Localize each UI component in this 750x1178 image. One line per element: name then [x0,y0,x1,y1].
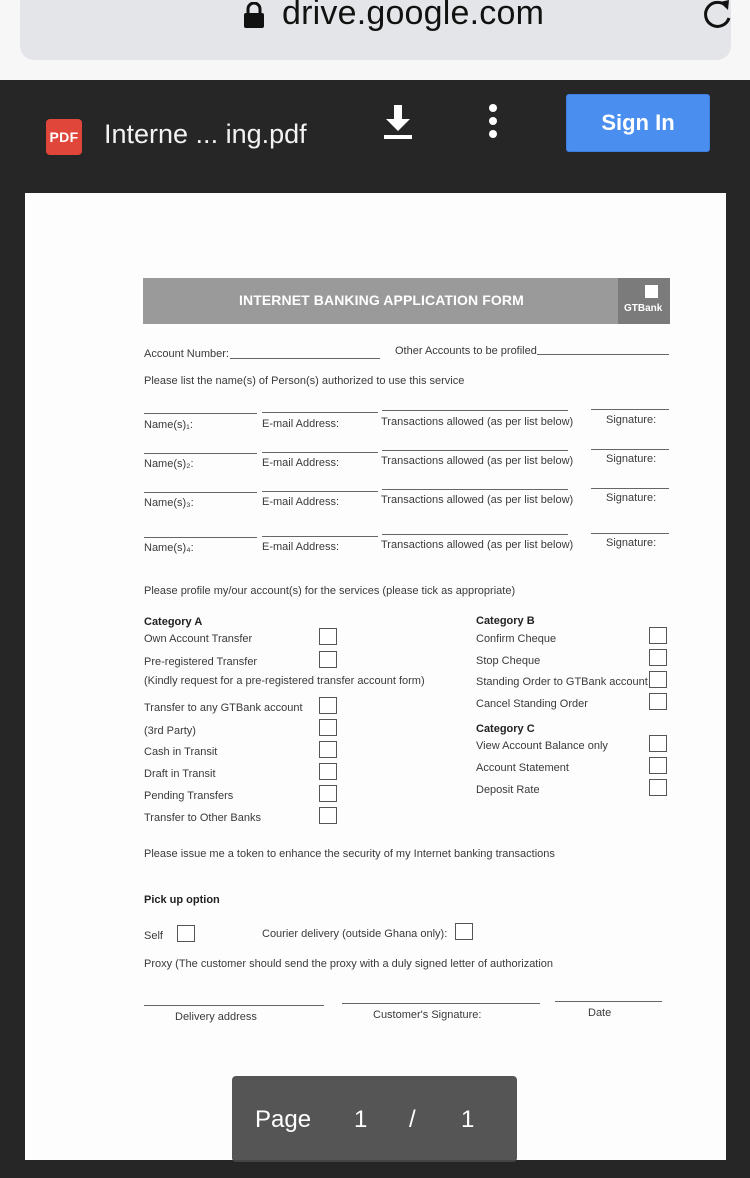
more-options-icon[interactable] [485,102,501,142]
service-label: Account Statement [476,762,569,774]
service-label: Transfer to Other Banks [144,812,261,824]
service-label: Confirm Cheque [476,633,557,645]
checkbox[interactable] [319,719,337,736]
service-label: Pending Transfers [144,790,234,802]
pickup-self-label: Self [144,930,163,942]
service-label: View Account Balance only [476,740,608,752]
other-accounts-line [537,354,669,355]
service-label: Draft in Transit [144,768,216,780]
name-line [144,413,257,414]
service-label: Stop Cheque [476,655,541,667]
checkbox[interactable] [319,741,337,758]
pickup-courier-label: Courier delivery (outside Ghana only): [262,928,448,940]
logo-square-icon [645,285,658,298]
customer-signature-label: Customer's Signature: [373,1009,482,1021]
other-accounts-label: Other Accounts to be profiled [395,345,537,357]
checkbox[interactable] [319,651,337,668]
date-label: Date [588,1007,612,1019]
account-number-line [230,358,380,359]
service-label: Deposit Rate [476,784,540,796]
form-title: INTERNET BANKING APPLICATION FORM [239,292,524,308]
signature-line [591,409,669,410]
date-line [555,1001,662,1002]
proxy-note: Proxy (The customer should send the proxy with a duly signed letter of authorization [144,958,554,970]
person-email-label: E-mail Address: [262,496,340,508]
pdf-file-icon: PDF [46,119,82,155]
checkbox[interactable] [649,671,667,688]
person-transactions-label: Transactions allowed (as per list below) [381,539,574,551]
current-page: 1 [354,1106,368,1133]
email-line [262,536,378,537]
page-indicator [232,1076,517,1162]
person-transactions-label: Transactions allowed (as per list below) [381,494,574,506]
person-name-label: Name(s)₂: [144,458,194,470]
pickup-self-checkbox[interactable] [177,925,195,942]
delivery-address-line [144,1005,324,1006]
lock-icon [242,2,266,28]
person-email-label: E-mail Address: [262,418,340,430]
checkbox[interactable] [649,779,667,796]
sign-in-button[interactable]: Sign In [566,94,710,152]
person-transactions-label: Transactions allowed (as per list below) [381,455,574,467]
service-label: Cash in Transit [144,746,218,758]
checkbox[interactable] [649,627,667,644]
email-line [262,412,378,413]
pickup-courier-checkbox[interactable] [455,923,473,940]
checkbox[interactable] [649,693,667,710]
browser-toolbar [0,0,750,80]
url-text[interactable]: drive.google.com [282,0,545,32]
service-label: Cancel Standing Order [476,698,588,710]
transactions-line [382,450,568,451]
bank-logo-text: GTBank [624,303,663,314]
file-title: Interne ... ing.pdf [104,119,307,149]
person-name-label: Name(s)₄: [144,542,194,554]
pickup-title: Pick up option [144,894,220,906]
service-label: Own Account Transfer [144,633,253,645]
download-icon[interactable] [380,101,416,141]
service-label: Transfer to any GTBank account [144,702,303,714]
checkbox[interactable] [319,785,337,802]
person-email-label: E-mail Address: [262,457,340,469]
reload-icon[interactable] [700,0,734,32]
service-note: (3rd Party) [144,725,196,737]
service-note: (Kindly request for a pre-registered transfer account form) [144,675,425,687]
services-intro: Please profile my/our account(s) for the services (please tick as appropriate) [144,585,516,597]
total-pages: 1 [461,1106,475,1133]
person-signature-label: Signature: [606,453,657,465]
checkbox[interactable] [649,757,667,774]
document-page [25,193,726,1160]
customer-signature-line [342,1003,540,1004]
category-b-title: Category B [476,615,535,627]
service-label: Pre-registered Transfer [144,656,258,668]
person-signature-label: Signature: [606,492,657,504]
signature-line [591,533,669,534]
person-signature-label: Signature: [606,537,657,549]
account-number-label: Account Number: [144,348,229,360]
name-line [144,537,257,538]
delivery-address-label: Delivery address [175,1011,257,1023]
person-name-label: Name(s)₁: [144,419,193,431]
person-name-label: Name(s)₃: [144,497,194,509]
persons-intro: Please list the name(s) of Person(s) authorized to use this service [144,375,465,387]
person-transactions-label: Transactions allowed (as per list below) [381,416,574,428]
category-a-title: Category A [144,616,203,628]
transactions-line [382,534,568,535]
name-line [144,492,257,493]
name-line [144,453,257,454]
checkbox[interactable] [649,649,667,666]
checkbox[interactable] [319,807,337,824]
signature-line [591,488,669,489]
transactions-line [382,410,568,411]
person-signature-label: Signature: [606,414,657,426]
email-line [262,491,378,492]
person-email-label: E-mail Address: [262,541,340,553]
page-label: Page [255,1106,312,1133]
page-separator: / [409,1106,416,1133]
checkbox[interactable] [319,763,337,780]
email-line [262,452,378,453]
service-label: Standing Order to GTBank account [476,676,648,688]
signature-line [591,449,669,450]
transactions-line [382,489,568,490]
checkbox[interactable] [649,735,667,752]
form-header [143,278,670,324]
address-bar[interactable] [20,0,731,60]
checkbox[interactable] [319,697,337,714]
category-c-title: Category C [476,723,535,735]
bank-logo [618,278,670,324]
checkbox[interactable] [319,628,337,645]
token-request-text: Please issue me a token to enhance the security of my Internet banking transactions [144,848,555,860]
